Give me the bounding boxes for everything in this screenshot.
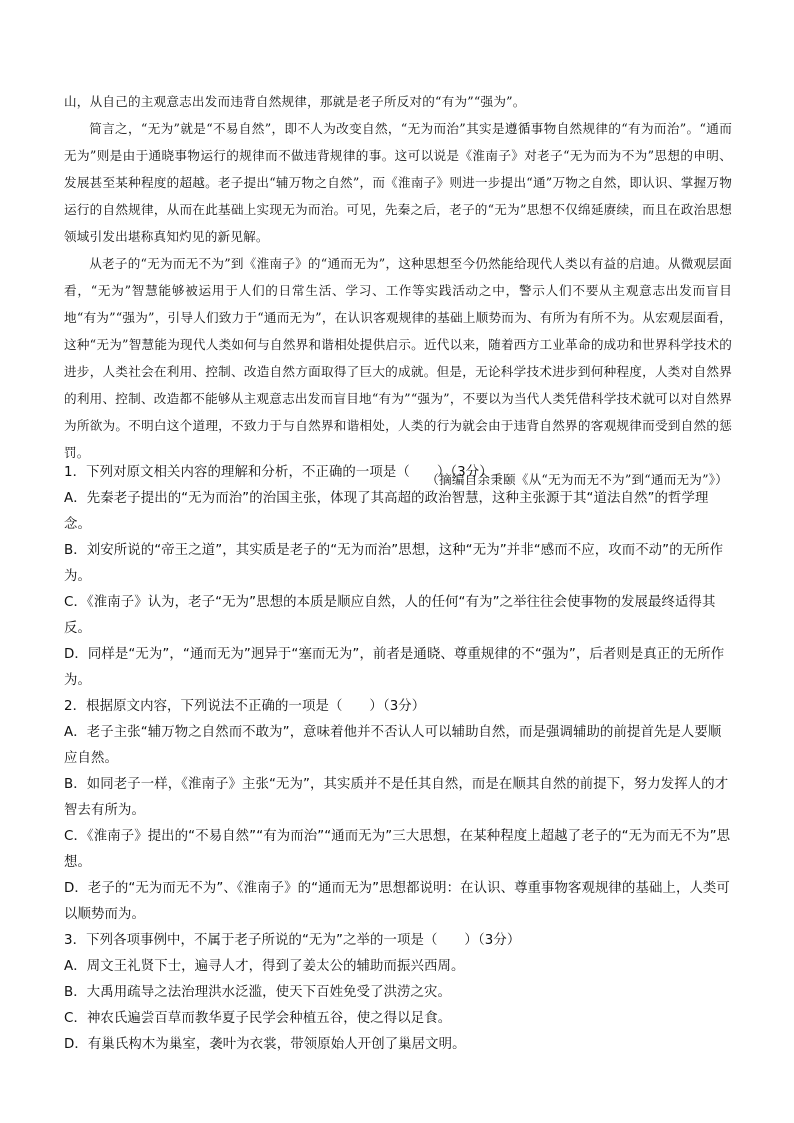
passage-paragraph-1: 山，从自己的主观意志出发而违背自然规律，那就是老子所反对的“有为”“强为”。 xyxy=(64,94,526,109)
question-1 xyxy=(64,460,732,694)
question-stem: 2．根据原文内容，下列说法不正确的一项是（ ）（3分） xyxy=(64,699,426,714)
option-d: D．同样是“无为”，“通而无为”迥异于“塞而无为”，前者是通晓、尊重规律的不“强为”，后者则是真正的无所作为。 xyxy=(64,647,725,688)
passage-paragraph-3: 从老子的“无为而无不为”到《淮南子》的“通而无为”，这种思想至今仍然能给现代人类以有益的启迪。从微观层面看，“无为”智慧能够被运用于人们的日常生活、学习、工作等实践活动之中，警示人们不要从主观意志出发而盲目地“有为”“强为”，引导人们致力于“通而无为”，在认识客观规律的基础上顺势而为、有所为有所不为。从宏观层面看，这种“无为”智慧能为现代人类如何与自然界和谐相处提供启示。近代以来，随着西方工业革命的成功和世界科学技术的进步，人类社会在利用、控制、改造自然方面取得了巨大的成就。但是，无论科学技术进步到何种程度，人类对自然界的利用、控制、改造都不能够从主观意志出发而盲目地“有为”“强为”，不要以为当代人类凭借科学技术就可以对自然界为所欲为。不明白这个道理，不致力于与自然界和谐相处，人类的行为就会由于违背自然界的客观规律而受到自然的惩罚。 xyxy=(64,256,732,460)
option-b: B．大禹用疏导之法治理洪水泛滥，使天下百姓免受了洪涝之灾。 xyxy=(64,985,452,1000)
option-a: A．先秦老子提出的“无为而治”的治国主张，体现了其高超的政治智慧，这种主张源于其“道法自然”的哲学理念。 xyxy=(64,491,709,532)
option-c: C．神农氏遍尝百草而教华夏子民学会种植五谷，使之得以足食。 xyxy=(64,1011,452,1026)
option-b: B．如同老子一样，《淮南子》主张“无为”，其实质并不是任其自然，而是在顺其自然的前提下，努力发挥人的才智去有所为。 xyxy=(64,777,729,818)
reading-passage xyxy=(64,88,732,493)
option-a: A．老子主张“辅万物之自然而不敢为”，意味着他并不否认人可以辅助自然，而是强调辅助的前提首先是人要顺应自然。 xyxy=(64,725,722,766)
question-stem: 1．下列对原文相关内容的理解和分析，不正确的一项是（ ）（3分） xyxy=(64,465,493,480)
question-list xyxy=(64,460,732,1058)
question-2 xyxy=(64,694,732,928)
option-b: B．刘安所说的“帝王之道”，其实质是老子的“无为而治”思想，这种“无为”并非“感而不应，攻而不动”的无所作为。 xyxy=(64,543,724,584)
question-stem: 3．下列各项事例中，不属于老子所说的“无为”之举的一项是（ ）（3分） xyxy=(64,933,521,948)
option-d: D．老子的“无为而无不为”、《淮南子》的“通而无为”思想都说明：在认识、尊重事物客观规律的基础上，人类可以顺势而为。 xyxy=(64,881,730,922)
option-a: A．周文王礼贤下士，遍寻人才，得到了姜太公的辅助而振兴西周。 xyxy=(64,959,465,974)
passage-source: （摘编自余秉颐《从“无为而无不为”到“通而无为”》） xyxy=(426,472,728,487)
passage-paragraph-2: 简言之，“无为”就是“不易自然”，即不人为改变自然，“无为而治”其实是遵循事物自然规律的“有为而治”。“通而无为”则是由于通晓事物运行的规律而不做违背规律的事。这可以说是《淮南子》对老子“无为而为不为”思想的申明、发展甚至某种程度的超越。老子提出“辅万物之自然”，而《淮南子》则进一步提出“通”万物之自然，即认识、掌握万物运行的自然规律，从而在此基础上实现无为而治。可见，先秦之后，老子的“无为”思想不仅绵延赓续，而且在政治思想领域引发出堪称真知灼见的新见解。 xyxy=(64,121,732,244)
option-c: C．《淮南子》提出的“不易自然”“有为而治”“通而无为”三大思想，在某种程度上超越了老子的“无为而无不为”思想。 xyxy=(64,829,731,870)
option-d: D．有巢氏构木为巢室，袭叶为衣裳，带领原始人开创了巢居文明。 xyxy=(64,1037,466,1052)
question-3 xyxy=(64,928,732,1058)
option-c: C．《淮南子》认为，老子“无为”思想的本质是顺应自然，人的任何“有为”之举往往会使事物的发展最终适得其反。 xyxy=(64,595,716,636)
